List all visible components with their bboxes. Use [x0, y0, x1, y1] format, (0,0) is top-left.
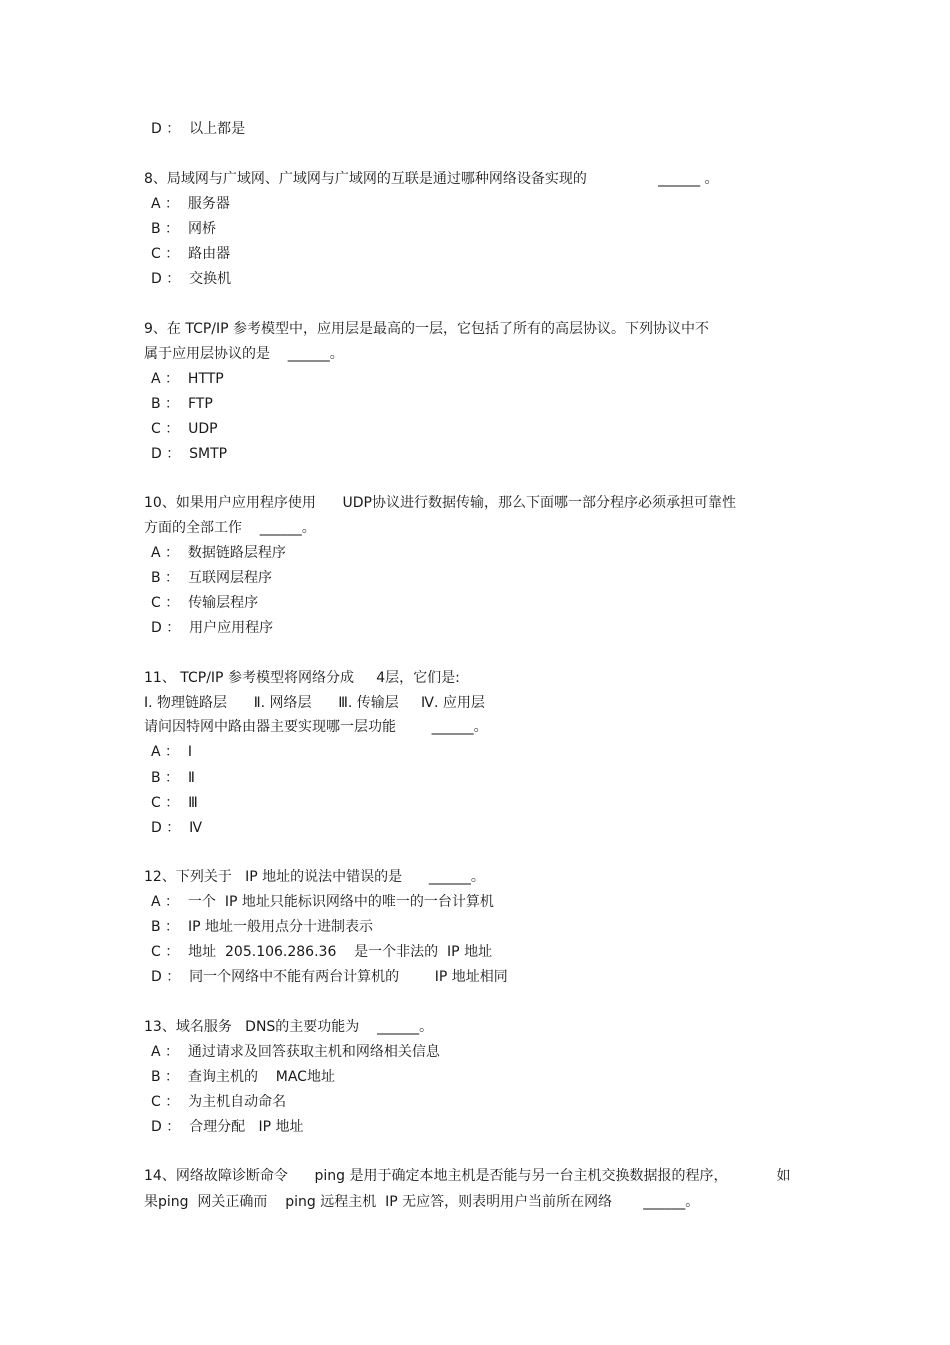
- question-11-option-d: D ： Ⅳ: [151, 820, 203, 836]
- question-13-text: 13、域名服务 DNS的主要功能为 ______。: [144, 1019, 434, 1035]
- question-10-text-line-2: 方面的全部工作 ______。: [144, 520, 316, 536]
- question-13-option-d: D ： 合理分配 IP 地址: [151, 1119, 304, 1135]
- question-14-text-line-1: 14、网络故障诊断命令 ping 是用于确定本地主机是否能与另一台主机交换数据报的程序， 如: [144, 1168, 791, 1184]
- question-10-option-c: C ： 传输层程序: [151, 595, 259, 611]
- question-11-option-c: C ： Ⅲ: [151, 795, 198, 811]
- question-9-option-b: B ： FTP: [151, 396, 213, 412]
- question-9-option-a: A ： HTTP: [151, 371, 224, 387]
- question-9-option-c: C ： UDP: [151, 421, 218, 437]
- question-12-option-a: A ： 一个 IP 地址只能标识网络中的唯一的一台计算机: [151, 894, 494, 910]
- question-12-option-d: D ： 同一个网络中不能有两台计算机的 IP 地址相同: [151, 969, 508, 985]
- question-10-option-d: D ： 用户应用程序: [151, 620, 274, 636]
- question-8-option-d: D ： 交换机: [151, 271, 232, 287]
- question-9-option-d: D ： SMTP: [151, 446, 228, 462]
- question-12-text: 12、下列关于 IP 地址的说法中错误的是 ______。: [144, 869, 485, 885]
- question-9-text-line-2: 属于应用层协议的是 ______。: [144, 346, 344, 362]
- question-10-option-a: A ： 数据链路层程序: [151, 545, 286, 561]
- question-10-option-b: B ： 互联网层程序: [151, 570, 272, 586]
- question-8-option-a: A ： 服务器: [151, 196, 230, 212]
- question-14-text-line-2: 果ping 网关正确而 ping 远程主机 IP 无应答，则表明用户当前所在网络 ______。: [144, 1194, 700, 1210]
- question-13-option-a: A ： 通过请求及回答获取主机和网络相关信息: [151, 1044, 440, 1060]
- question-12-option-c: C ： 地址 205.106.286.36 是一个非法的 IP 地址: [151, 944, 493, 960]
- question-8-text: 8、局域网与广域网、广域网与广域网的互联是通过哪种网络设备实现的 ______ 。: [144, 171, 719, 187]
- question-13-option-b: B ： 查询主机的 MAC地址: [151, 1069, 335, 1085]
- question-11-option-b: B ： Ⅱ: [151, 770, 195, 786]
- question-10-text-line-1: 10、如果用户应用程序使用 UDP协议进行数据传输，那么下面哪一部分程序必须承担可靠性: [144, 495, 736, 511]
- question-9-text-line-1: 9、在 TCP/IP 参考模型中，应用层是最高的一层，它包括了所有的高层协议。下列协议中不: [144, 321, 710, 337]
- question-11-text-line-1: 11、 TCP/IP 参考模型将网络分成 4层，它们是:: [144, 670, 460, 686]
- question-11-text-line-3: 请问因特网中路由器主要实现哪一层功能 ______。: [144, 719, 488, 735]
- question-8-option-b: B ： 网桥: [151, 221, 216, 237]
- question-12-option-b: B ： IP 地址一般用点分十进制表示: [151, 919, 373, 935]
- question-13-option-c: C ： 为主机自动命名: [151, 1094, 287, 1110]
- question-11-option-a: A ： Ⅰ: [151, 744, 193, 760]
- question-11-text-line-2: Ⅰ. 物理链路层 Ⅱ. 网络层 Ⅲ. 传输层 Ⅳ. 应用层: [144, 695, 485, 711]
- option-text: D ： 以上都是: [151, 121, 246, 137]
- question-8-option-c: C ： 路由器: [151, 246, 231, 262]
